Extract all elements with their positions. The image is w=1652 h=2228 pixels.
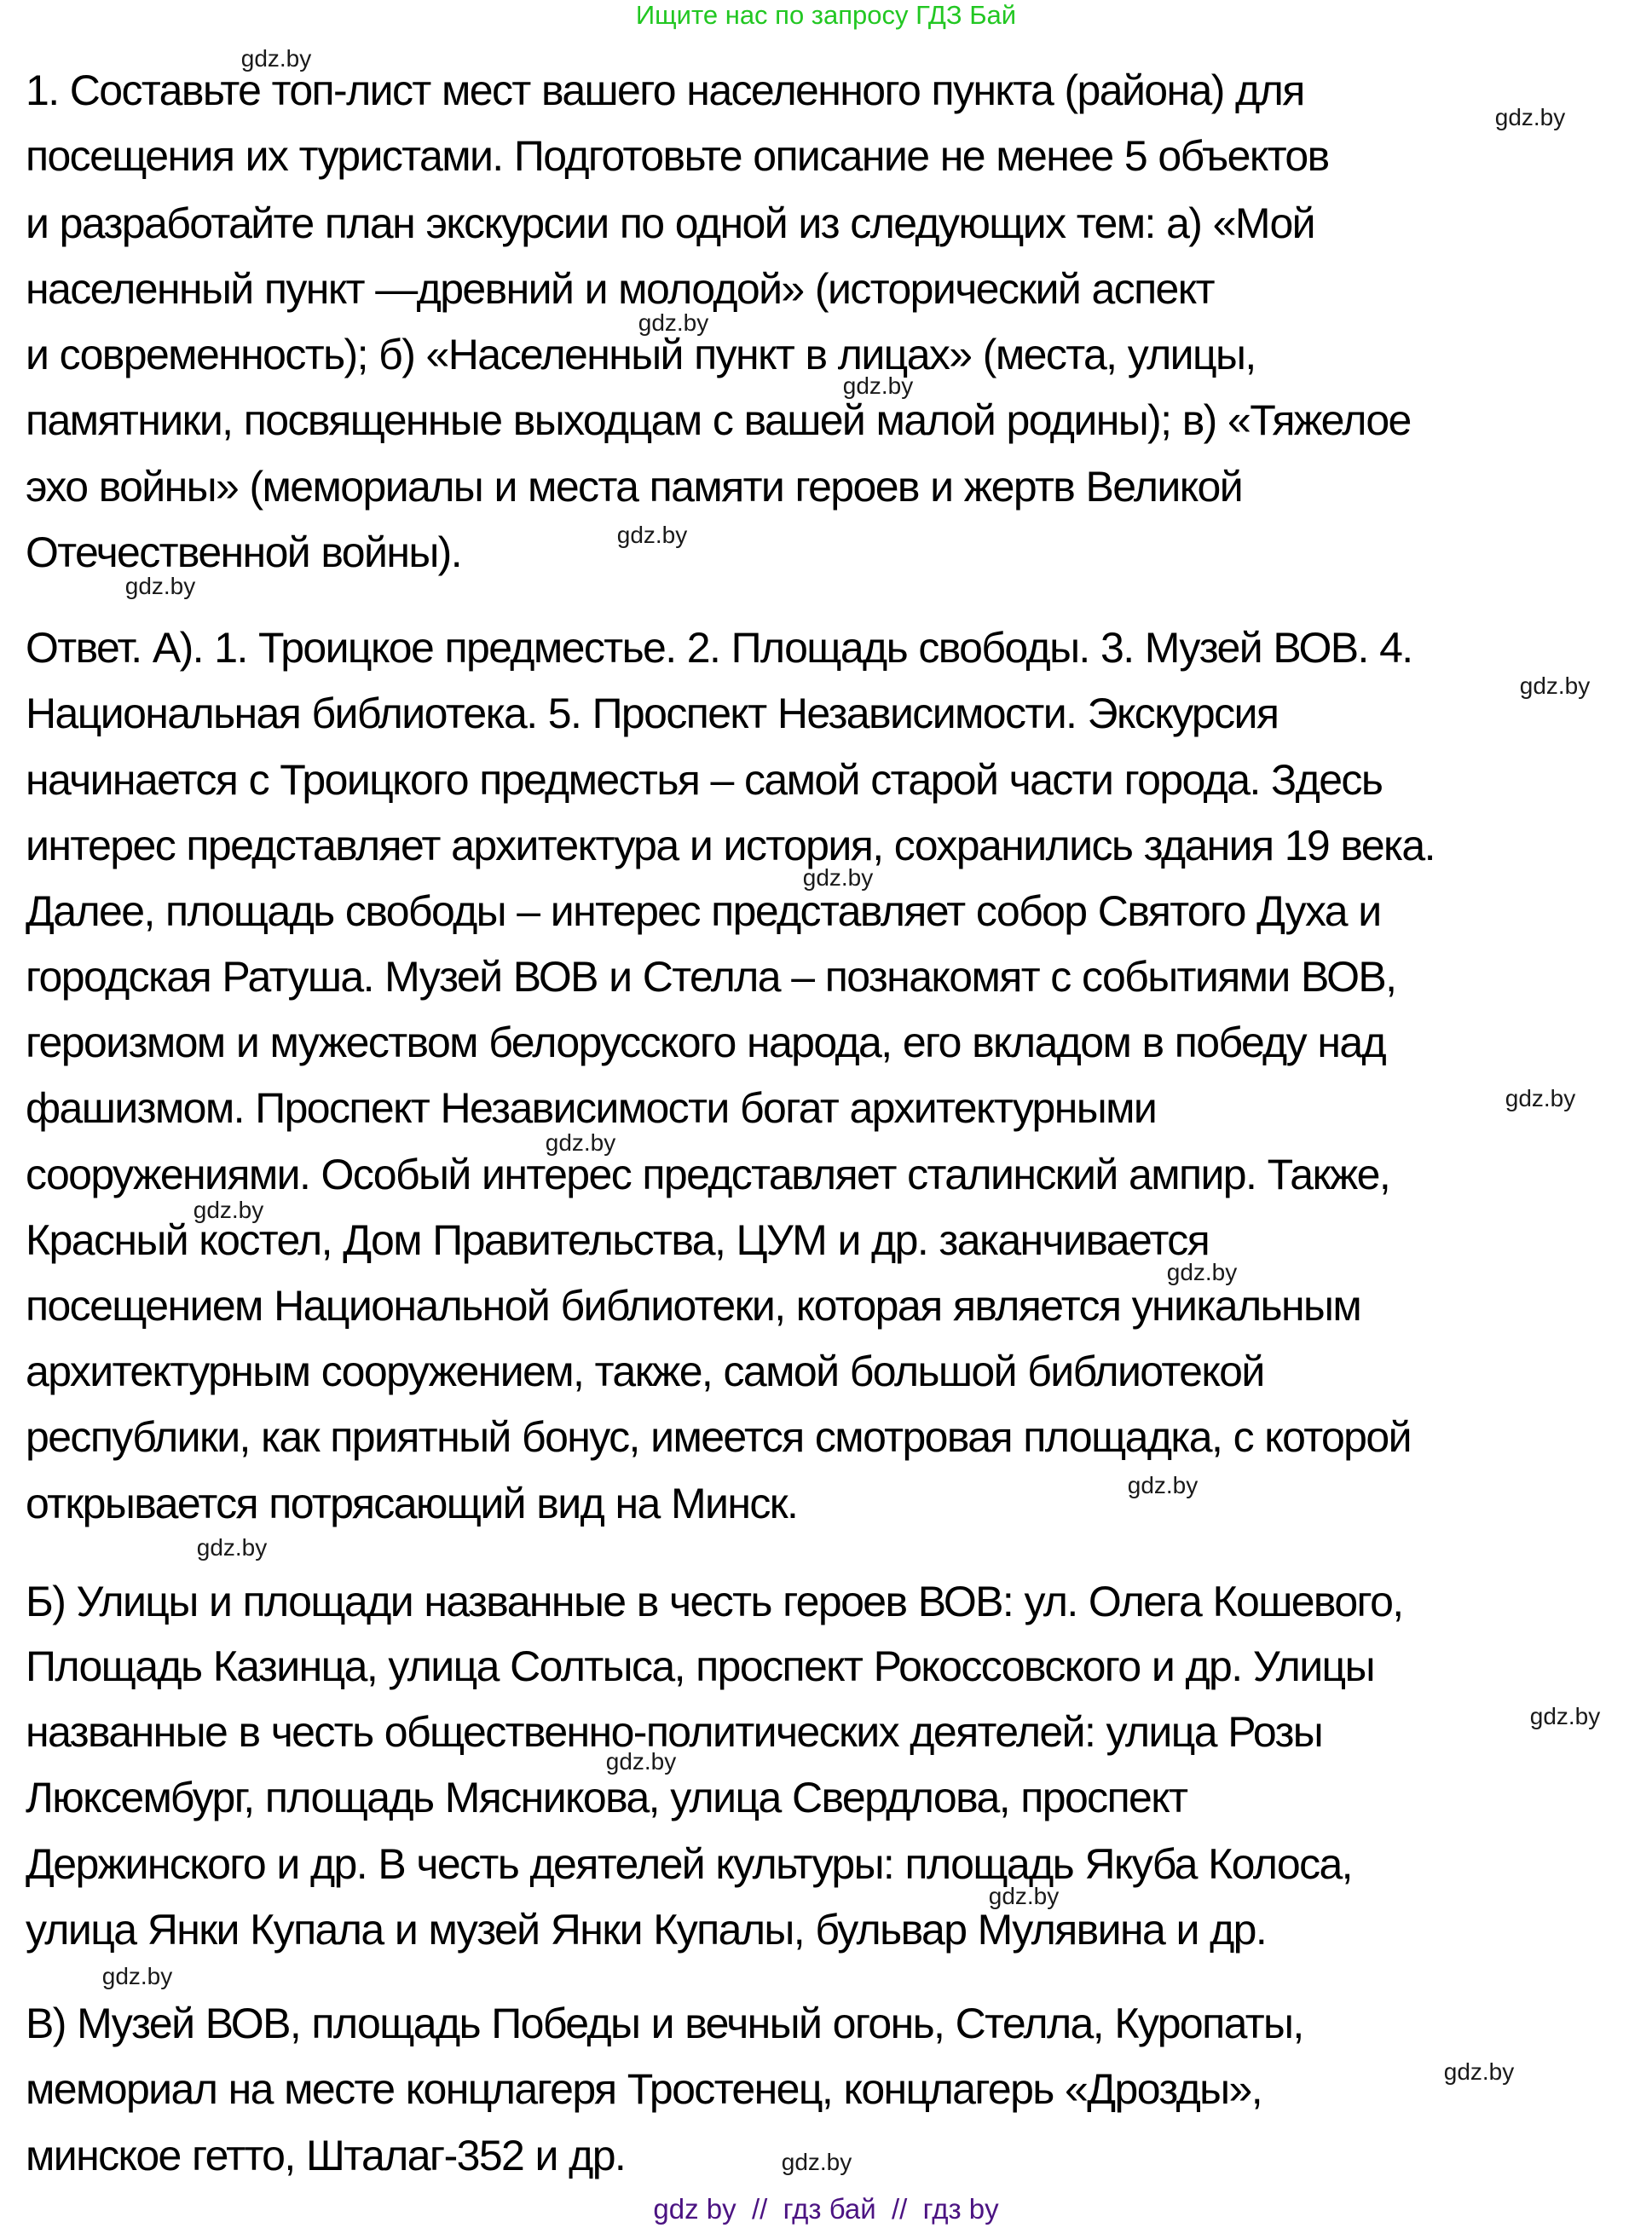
- task-line: посещения их туристами. Подготовьте описание не менее 5 объектов: [26, 132, 1329, 180]
- answer-line: Ответ. А). 1. Троицкое предместье. 2. Площадь свободы. 3. Музей ВОВ. 4.: [26, 624, 1412, 672]
- watermark: gdz.by: [1443, 2058, 1515, 2085]
- watermark: gdz.by: [1505, 1085, 1576, 1111]
- watermark: gdz.by: [1127, 1472, 1199, 1498]
- task-line: 1. Составьте топ-лист мест вашего населенного пункта (района) для: [26, 66, 1304, 114]
- answer-line: мемориал на месте концлагеря Тростенец, концлагерь «Дрозды»,: [26, 2065, 1262, 2113]
- task-line: Отечественной войны).: [26, 528, 462, 576]
- watermark: gdz.by: [193, 1197, 264, 1223]
- task-line: населенный пункт —древний и молодой» (исторический аспект: [26, 265, 1214, 313]
- answer-line: названные в честь общественно-политических деятелей: улица Розы: [26, 1708, 1323, 1756]
- watermark: gdz.by: [616, 522, 688, 548]
- watermark: gdz.by: [545, 1129, 616, 1156]
- watermark: gdz.by: [1529, 1703, 1601, 1729]
- answer-line: минское гетто, Шталаг-352 и др.: [26, 2132, 626, 2179]
- watermark: gdz.by: [802, 864, 874, 891]
- watermark: gdz.by: [842, 372, 914, 399]
- task-line: памятники, посвященные выходцам с вашей малой родины); в) «Тяжелое: [26, 396, 1411, 444]
- task-line: эхо войны» (мемориалы и места памяти героев и жертв Великой: [26, 463, 1243, 511]
- watermark: gdz.by: [124, 573, 196, 599]
- answer-line: Держинского и др. В честь деятелей культуры: площадь Якуба Колоса,: [26, 1840, 1352, 1888]
- answer-line: Национальная библиотека. 5. Проспект Независимости. Экскурсия: [26, 690, 1279, 737]
- answer-line: Люксембург, площадь Мясникова, улица Свердлова, проспект: [26, 1774, 1187, 1821]
- answer-line: В) Музей ВОВ, площадь Победы и вечный огонь, Стелла, Куропаты,: [26, 2000, 1303, 2047]
- watermark: gdz.by: [638, 309, 709, 336]
- answer-line: Далее, площадь свободы – интерес представляет собор Святого Духа и: [26, 887, 1381, 935]
- answer-line: посещением Национальной библиотеки, которая является уникальным: [26, 1282, 1361, 1330]
- answer-line: улица Янки Купала и музей Янки Купалы, бульвар Мулявина и др.: [26, 1906, 1267, 1954]
- answer-line: героизмом и мужеством белорусского народа, его вкладом в победу над: [26, 1019, 1386, 1066]
- answer-line: фашизмом. Проспект Независимости богат архитектурными: [26, 1084, 1157, 1132]
- footer-links: gdz by // гдз бай // гдз by: [653, 2193, 999, 2225]
- search-banner: Ищите нас по запросу ГДЗ Бай: [635, 0, 1017, 30]
- answer-line: начинается с Троицкого предместья – самой старой части города. Здесь: [26, 756, 1383, 804]
- answer-line: Б) Улицы и площади названные в честь героев ВОВ: ул. Олега Кошевого,: [26, 1578, 1403, 1625]
- answer-line: открывается потрясающий вид на Минск.: [26, 1480, 798, 1527]
- watermark: gdz.by: [240, 45, 312, 72]
- answer-line: интерес представляет архитектура и история, сохранились здания 19 века.: [26, 822, 1435, 869]
- task-line: и современность); б) «Населенный пункт в лицах» (места, улицы,: [26, 331, 1256, 378]
- watermark: gdz.by: [605, 1748, 677, 1775]
- watermark: gdz.by: [1494, 104, 1566, 130]
- watermark: gdz.by: [1519, 672, 1591, 699]
- answer-line: Площадь Казинца, улица Солтыса, проспект Рокоссовского и др. Улицы: [26, 1642, 1374, 1690]
- watermark: gdz.by: [196, 1534, 268, 1561]
- task-line: и разработайте план экскурсии по одной из следующих тем: а) «Мой: [26, 199, 1314, 247]
- watermark: gdz.by: [1166, 1259, 1238, 1285]
- answer-line: республики, как приятный бонус, имеется смотровая площадка, с которой: [26, 1413, 1411, 1461]
- answer-line: архитектурным сооружением, также, самой большой библиотекой: [26, 1348, 1264, 1395]
- watermark: gdz.by: [781, 2149, 852, 2175]
- answer-line: Красный костел, Дом Правительства, ЦУМ и др. заканчивается: [26, 1216, 1210, 1264]
- answer-line: городская Ратуша. Музей ВОВ и Стелла – познакомят с событиями ВОВ,: [26, 953, 1396, 1001]
- watermark: gdz.by: [101, 1963, 173, 1989]
- answer-line: сооружениями. Особый интерес представляет сталинский ампир. Также,: [26, 1151, 1390, 1198]
- watermark: gdz.by: [988, 1883, 1060, 1909]
